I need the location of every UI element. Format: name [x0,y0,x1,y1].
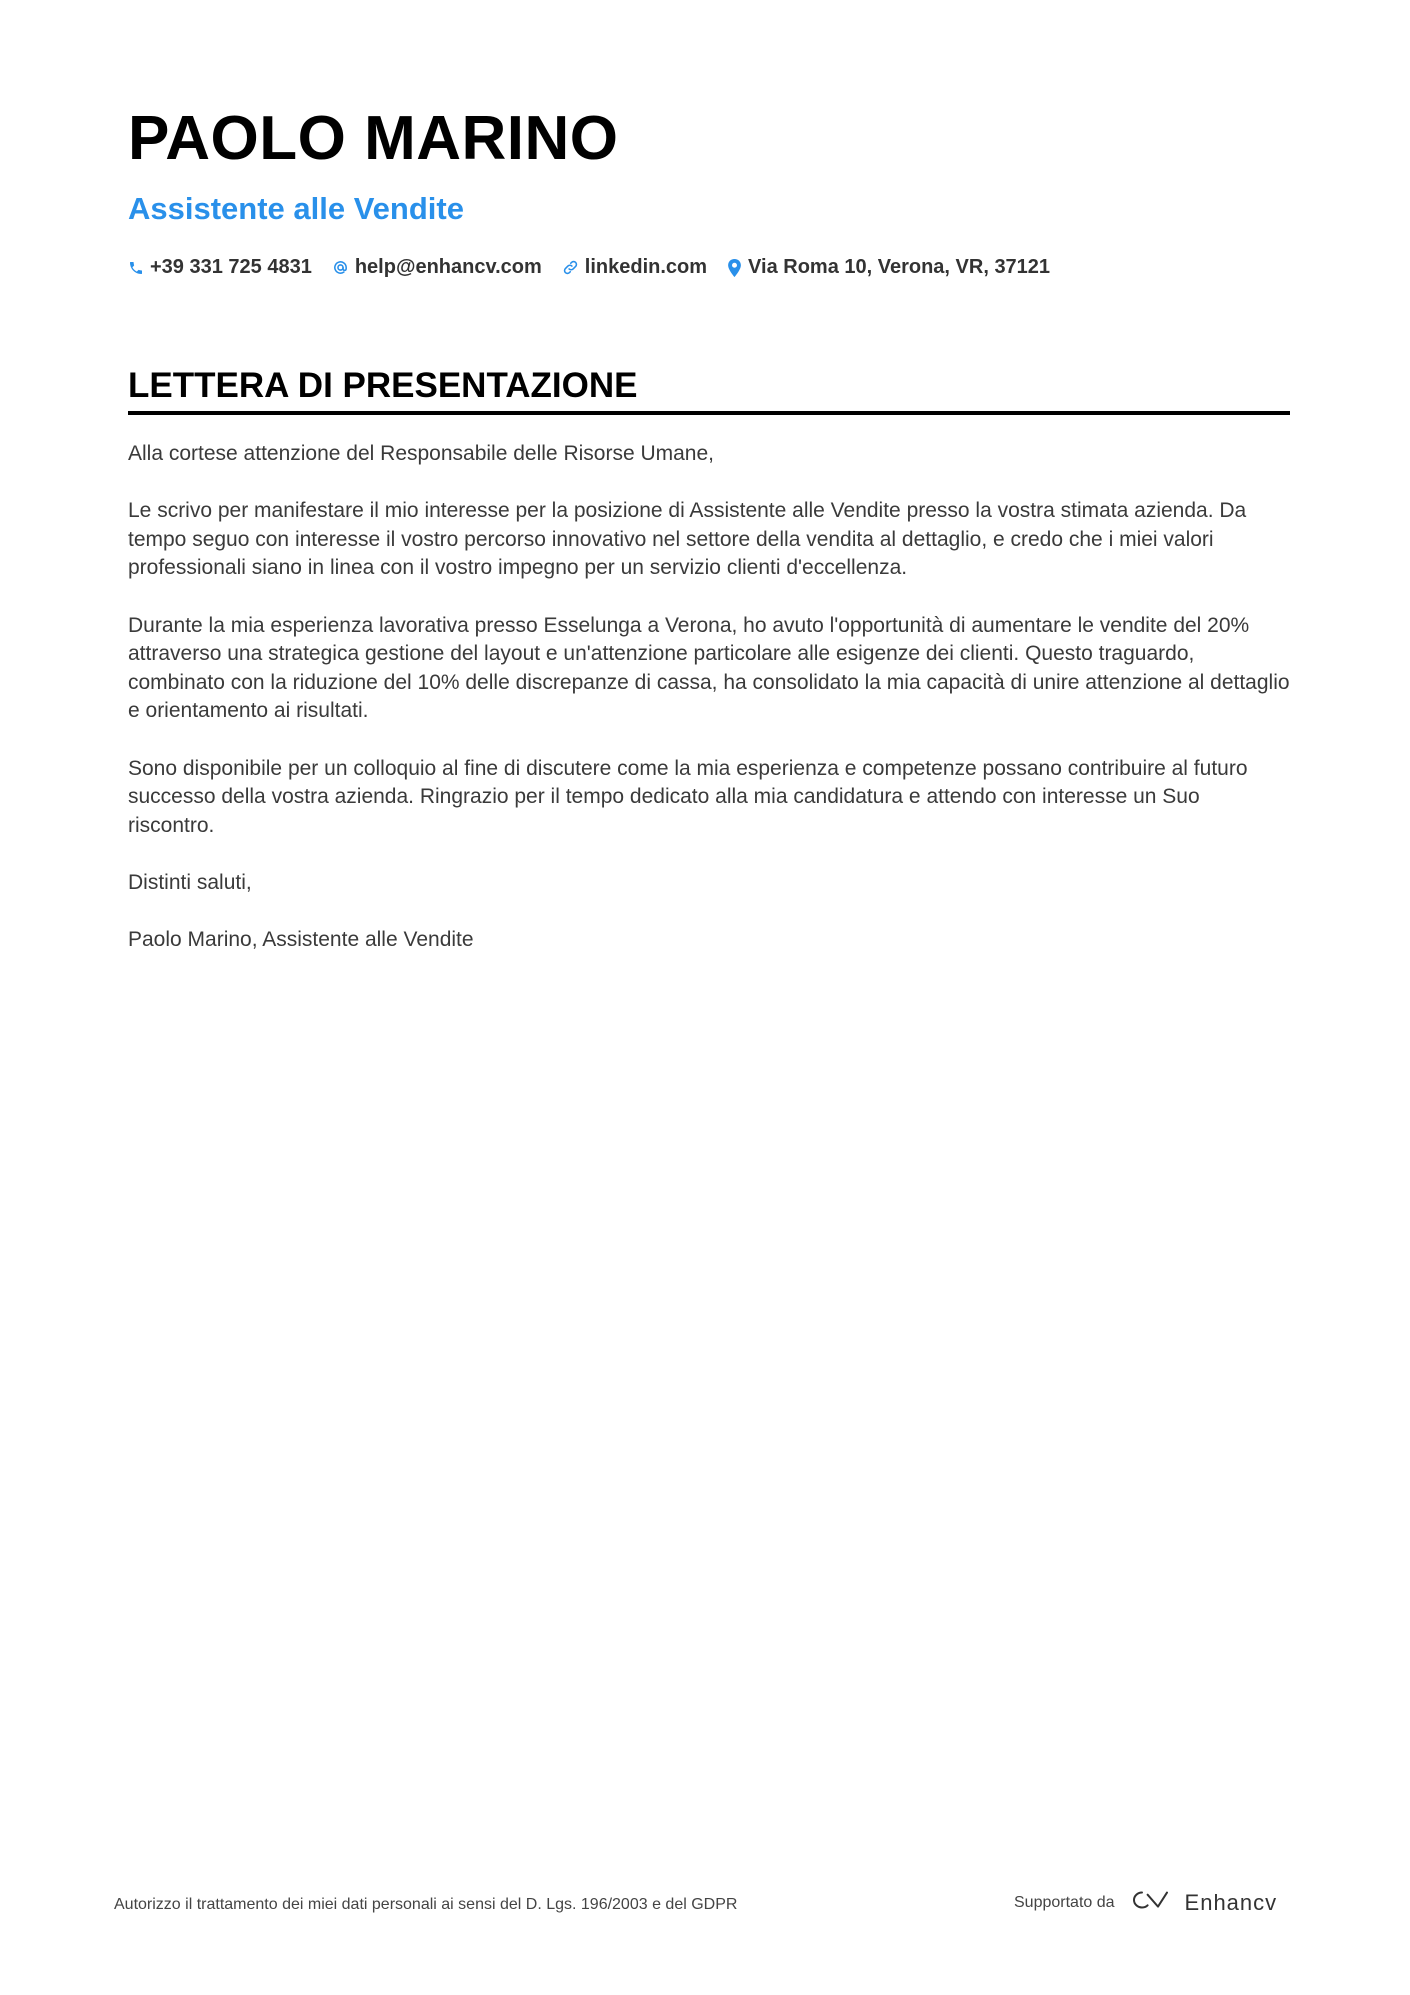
contact-address-text: Via Roma 10, Verona, VR, 37121 [748,256,1051,278]
applicant-name: PAOLO MARINO [128,104,619,173]
link-icon [562,259,579,276]
contact-linkedin[interactable] [562,256,707,279]
at-icon [332,259,349,276]
letter-body [128,440,1290,983]
letter-greeting: Alla cortese attenzione del Responsabile delle Risorse Umane, [128,442,714,465]
applicant-role: Assistente alle Vendite [128,191,464,226]
enhancv-logo-icon [1127,1888,1173,1917]
phone-icon [128,260,144,276]
letter-paragraph: Durante la mia esperienza lavorativa presso Esselunga a Verona, ho avuto l'opportunità di aumentare le vendite del 20% attraverso una strategica gestione del layout e un'attenzione particolare alle esigenze dei clienti. Questo traguardo, combinato con la riduzione del 10% delle discrepanze di cassa, ha consolidato la mia capacità di unire attenzione al dettaglio e orientamento ai risultati. [128,613,1290,723]
letter-signature: Paolo Marino, Assistente alle Vendite [128,928,474,952]
contact-linkedin-text: linkedin.com [584,256,708,278]
contact-email[interactable] [332,256,542,279]
contact-phone[interactable] [128,256,312,279]
letter-closing: Distinti saluti, [128,870,252,894]
contact-email-text: help@enhancv.com [354,256,542,278]
footer-branding[interactable] [1014,1888,1277,1917]
letter-paragraph: Sono disponibile per un colloquio al fine di discutere come la mia esperienza e competenze possano contribuire al futuro successo della vostra azienda. Ringrazio per il tempo dedicato alla mia candidatura e attendo con interesse un Suo riscontro. [128,756,1248,837]
contact-address [727,256,1050,279]
section-title: LETTERA DI PRESENTAZIONE [128,368,1290,415]
letter-paragraph: Le scrivo per manifestare il mio interesse per la posizione di Assistente alle Vendite presso la vostra stimata azienda. Da tempo seguo con interesse il vostro percorso innovativo nel settore della vendita al dettaglio, e credo che i miei valori professionali siano in linea con il vostro impegno per un servizio clienti d'eccellenza. [128,499,1247,580]
contact-phone-text: +39 331 725 4831 [150,256,312,278]
contact-bar [128,256,1050,279]
privacy-consent-note: Autorizzo il trattamento dei miei dati personali ai sensi del D. Lgs. 196/2003 e del GDPR [114,1896,738,1913]
location-pin-icon [727,259,742,277]
supported-by-label: Supportato da [1014,1893,1115,1911]
brand-name: Enhancv [1184,1889,1278,1915]
